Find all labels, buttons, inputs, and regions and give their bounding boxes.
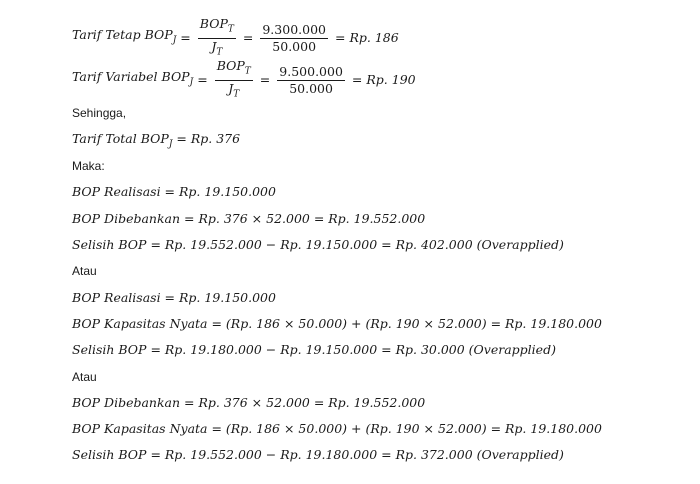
tarif-variabel-result: Rp. 190: [366, 72, 416, 87]
tarif-total-equation: Tarif Total $BOP_J = Rp$. 376: [72, 131, 241, 150]
bop-realisasi-1: BOP Realisasi = Rp. 19.150.000: [72, 184, 276, 199]
tarif-tetap-label: Tarif Tetap $BOP_J$: [72, 27, 177, 46]
maka-text: Maka:: [72, 159, 105, 173]
tarif-variabel-equation: Tarif Variabel $BOP_J$ = $\frac{BOP_T}{J_T}$ = $\frac{9.500.000}{50.000}$ = Rp. 190: [72, 58, 416, 102]
bop-kapasitas-nyata-2: BOP Kapasitas Nyata = (Rp. 186 × 50.000) + (Rp. 190 × 52.000) = Rp. 19.180.000: [72, 421, 602, 436]
bop-kapasitas-nyata-1: BOP Kapasitas Nyata = (Rp. 186 × 50.000) + (Rp. 190 × 52.000) = Rp. 19.180.000: [72, 316, 602, 331]
atau-text-2: Atau: [72, 370, 97, 384]
tarif-tetap-fraction-numeric: $\frac{9.300.000}{50.000}$: [262, 21, 326, 54]
tarif-variabel-label: Tarif Variabel $BOP_J$: [72, 69, 194, 88]
tarif-tetap-result: Rp. 186: [349, 30, 399, 45]
sehingga-text: Sehingga,: [72, 106, 127, 120]
bop-dibebankan-1: BOP Dibebankan = Rp. 376 × 52.000 = Rp. 19.552.000: [72, 211, 426, 226]
tarif-variabel-fraction-symbolic: $\frac{BOP_T}{J_T}$: [216, 58, 251, 99]
tarif-tetap-fraction-symbolic: $\frac{BOP_T}{J_T}$: [199, 16, 234, 57]
tarif-variabel-fraction-numeric: $\frac{9.500.000}{50.000}$: [279, 63, 343, 96]
selisih-bop-3: Selisih BOP = Rp. 19.552.000 − Rp. 19.180.000 = Rp. 372.000 (Overapplied): [72, 447, 564, 462]
selisih-bop-2: Selisih BOP = Rp. 19.180.000 − Rp. 19.150.000 = Rp. 30.000 (Overapplied): [72, 342, 556, 357]
selisih-bop-1: Selisih BOP = Rp. 19.552.000 − Rp. 19.150.000 = Rp. 402.000 (Overapplied): [72, 237, 564, 252]
bop-realisasi-2: BOP Realisasi = Rp. 19.150.000: [72, 290, 276, 305]
bop-dibebankan-2: BOP Dibebankan = Rp. 376 × 52.000 = Rp. 19.552.000: [72, 395, 426, 410]
tarif-tetap-equation: Tarif Tetap $BOP_J$ = $\frac{BOP_T}{J_T}$ = $\frac{9.300.000}{50.000}$ = Rp. 186: [72, 16, 399, 60]
atau-text-1: Atau: [72, 264, 97, 278]
